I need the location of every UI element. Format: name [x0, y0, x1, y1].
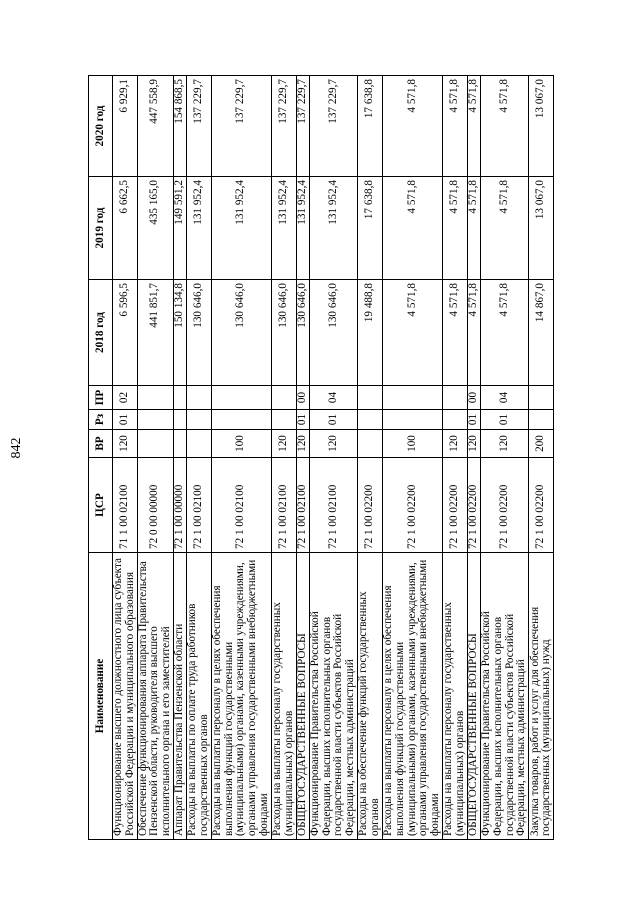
cell-vr: 120 — [113, 430, 138, 458]
cell-vr: 120 — [309, 430, 357, 458]
table-row — [443, 76, 468, 840]
cell-pr: 02 — [113, 386, 138, 410]
cell-pr — [358, 386, 383, 410]
cell-vr: 120 — [480, 430, 528, 458]
cell-csr: 72 1 00 02200 — [529, 458, 554, 553]
table-row — [480, 76, 528, 840]
cell-2020: 137 229,7 — [211, 76, 272, 177]
cell-2018: 130 646,0 — [309, 280, 357, 386]
cell-name: ОБЩЕГОСУДАРСТВЕННЫЕ ВОПРОСЫ — [467, 553, 480, 840]
cell-vr: 100 — [211, 430, 272, 458]
cell-2018: 130 646,0 — [272, 280, 297, 386]
budget-table — [88, 75, 554, 840]
cell-csr: 72 1 00 02200 — [382, 458, 443, 553]
cell-vr — [173, 430, 186, 458]
cell-name: Расходы на выплаты персоналу государственных (муниципальных) органов — [272, 553, 297, 840]
cell-rz — [272, 410, 297, 430]
cell-pr — [382, 386, 443, 410]
table-row — [382, 76, 443, 840]
cell-2019: 435 165,0 — [137, 177, 173, 280]
cell-2020: 137 229,7 — [272, 76, 297, 177]
table-row — [358, 76, 383, 840]
cell-csr: 72 1 00 02100 — [186, 458, 211, 553]
table-row — [296, 76, 309, 840]
cell-2019: 13 067,0 — [529, 177, 554, 280]
cell-name: Расходы на выплаты персоналу государственных (муниципальных) органов — [443, 553, 468, 840]
table-row — [309, 76, 357, 840]
cell-csr: 72 1 00 02100 — [296, 458, 309, 553]
cell-name: Функционирование Правительства Российской Федерации, высших исполнительных органов государственной власти субъектов Российской Федерации, местных администраций — [480, 553, 528, 840]
cell-vr: 120 — [443, 430, 468, 458]
header-vr: ВР — [89, 430, 113, 458]
cell-vr: 100 — [382, 430, 443, 458]
cell-rz — [443, 410, 468, 430]
cell-pr — [272, 386, 297, 410]
cell-2018: 130 646,0 — [296, 280, 309, 386]
cell-vr: 200 — [529, 430, 554, 458]
cell-pr — [529, 386, 554, 410]
cell-2018: 4 571,8 — [467, 280, 480, 386]
cell-2018: 19 488,8 — [358, 280, 383, 386]
table-row — [113, 76, 138, 840]
cell-rz — [173, 410, 186, 430]
cell-rz — [137, 410, 173, 430]
cell-vr: 120 — [272, 430, 297, 458]
cell-2018: 4 571,8 — [480, 280, 528, 386]
cell-name: Функционирование высшего должностного лица субъекта Российской Федерации и муниципального образования — [113, 553, 138, 840]
cell-pr — [211, 386, 272, 410]
cell-csr: 72 1 00 02200 — [467, 458, 480, 553]
cell-2018: 4 571,8 — [443, 280, 468, 386]
cell-2018: 441 851,7 — [137, 280, 173, 386]
cell-2020: 4 571,8 — [382, 76, 443, 177]
cell-2018: 130 646,0 — [211, 280, 272, 386]
cell-2018: 130 646,0 — [186, 280, 211, 386]
cell-2020: 137 229,7 — [296, 76, 309, 177]
cell-rz: 01 — [296, 410, 309, 430]
rotated-table-wrapper — [88, 76, 554, 840]
cell-2019: 131 952,4 — [272, 177, 297, 280]
cell-rz: 01 — [480, 410, 528, 430]
table-row — [137, 76, 173, 840]
cell-name: Обеспечение функционирования аппарата Правительства Пензенской области, руководителя высшего исполнительного органа и его заместителей — [137, 553, 173, 840]
cell-csr: 71 1 00 02100 — [113, 458, 138, 553]
cell-csr: 72 1 00 00000 — [173, 458, 186, 553]
table-header-row — [89, 76, 113, 840]
cell-2020: 447 558,9 — [137, 76, 173, 177]
cell-2020: 6 929,1 — [113, 76, 138, 177]
cell-vr — [137, 430, 173, 458]
cell-2020: 4 571,8 — [443, 76, 468, 177]
cell-2020: 137 229,7 — [309, 76, 357, 177]
cell-name: Закупка товаров, работ и услуг для обеспечения государственных (муниципальных) нужд — [529, 553, 554, 840]
cell-pr: 00 — [467, 386, 480, 410]
cell-csr: 72 0 00 00000 — [137, 458, 173, 553]
cell-name: Аппарат Правительства Пензенской области — [173, 553, 186, 840]
table-row — [272, 76, 297, 840]
cell-csr: 72 1 00 02200 — [358, 458, 383, 553]
cell-vr: 120 — [296, 430, 309, 458]
header-name: Наименование — [89, 553, 113, 840]
cell-2018: 4 571,8 — [382, 280, 443, 386]
cell-rz — [186, 410, 211, 430]
cell-name: ОБЩЕГОСУДАРСТВЕННЫЕ ВОПРОСЫ — [296, 553, 309, 840]
cell-2019: 149 591,2 — [173, 177, 186, 280]
table-row — [467, 76, 480, 840]
header-rz: Рз — [89, 410, 113, 430]
cell-pr — [186, 386, 211, 410]
cell-rz — [529, 410, 554, 430]
cell-name: Расходы на выплаты персоналу в целях обеспечения выполнения функций государственными (муниципальными) органами, казенными учреждениями, органами управления государственными внебюджетными фондами — [211, 553, 272, 840]
cell-csr: 72 1 00 02200 — [443, 458, 468, 553]
cell-name: Функционирование Правительства Российской Федерации, высших исполнительных органов государственной власти субъектов Российской Федерации, местных администраций — [309, 553, 357, 840]
cell-2019: 4 571,8 — [467, 177, 480, 280]
cell-2020: 17 638,8 — [358, 76, 383, 177]
cell-csr: 72 1 00 02100 — [211, 458, 272, 553]
cell-2019: 131 952,4 — [309, 177, 357, 280]
cell-rz: 01 — [113, 410, 138, 430]
cell-2019: 131 952,4 — [211, 177, 272, 280]
cell-2019: 6 662,5 — [113, 177, 138, 280]
cell-vr — [186, 430, 211, 458]
cell-2019: 131 952,4 — [186, 177, 211, 280]
header-2018: 2018 год — [89, 280, 113, 386]
table-row — [211, 76, 272, 840]
cell-rz — [211, 410, 272, 430]
header-2020: 2020 год — [89, 76, 113, 177]
cell-rz — [358, 410, 383, 430]
cell-2019: 4 571,8 — [443, 177, 468, 280]
cell-2019: 4 571,8 — [382, 177, 443, 280]
cell-2018: 6 596,5 — [113, 280, 138, 386]
table-row — [186, 76, 211, 840]
cell-pr — [137, 386, 173, 410]
cell-name: Расходы на обеспечение функций государственных органов — [358, 553, 383, 840]
cell-name: Расходы на выплаты персоналу в целях обеспечения выполнения функций государственными (муниципальными) органами, казенными учреждениями, органами управления государственными внебюджетными фондами — [382, 553, 443, 840]
header-csr: ЦСР — [89, 458, 113, 553]
header-pr: ПР — [89, 386, 113, 410]
cell-2019: 4 571,8 — [480, 177, 528, 280]
cell-2018: 14 867,0 — [529, 280, 554, 386]
page-number: 842 — [9, 437, 24, 459]
cell-pr: 04 — [480, 386, 528, 410]
header-2019: 2019 год — [89, 177, 113, 280]
cell-pr — [173, 386, 186, 410]
cell-2018: 150 134,8 — [173, 280, 186, 386]
cell-name: Расходы на выплаты по оплате труда работников государственных органов — [186, 553, 211, 840]
cell-rz — [382, 410, 443, 430]
cell-vr — [358, 430, 383, 458]
table-row — [173, 76, 186, 840]
cell-csr: 72 1 00 02100 — [309, 458, 357, 553]
cell-pr: 04 — [309, 386, 357, 410]
table-row — [529, 76, 554, 840]
cell-2020: 137 229,7 — [186, 76, 211, 177]
cell-2019: 131 952,4 — [296, 177, 309, 280]
cell-2020: 4 571,8 — [467, 76, 480, 177]
cell-pr: 00 — [296, 386, 309, 410]
cell-pr — [443, 386, 468, 410]
cell-2019: 17 638,8 — [358, 177, 383, 280]
table-body — [113, 76, 554, 840]
cell-vr: 120 — [467, 430, 480, 458]
cell-2020: 154 868,5 — [173, 76, 186, 177]
cell-2020: 13 067,0 — [529, 76, 554, 177]
cell-2020: 4 571,8 — [480, 76, 528, 177]
cell-rz: 01 — [467, 410, 480, 430]
cell-csr: 72 1 00 02200 — [480, 458, 528, 553]
cell-rz: 01 — [309, 410, 357, 430]
cell-csr: 72 1 00 02100 — [272, 458, 297, 553]
